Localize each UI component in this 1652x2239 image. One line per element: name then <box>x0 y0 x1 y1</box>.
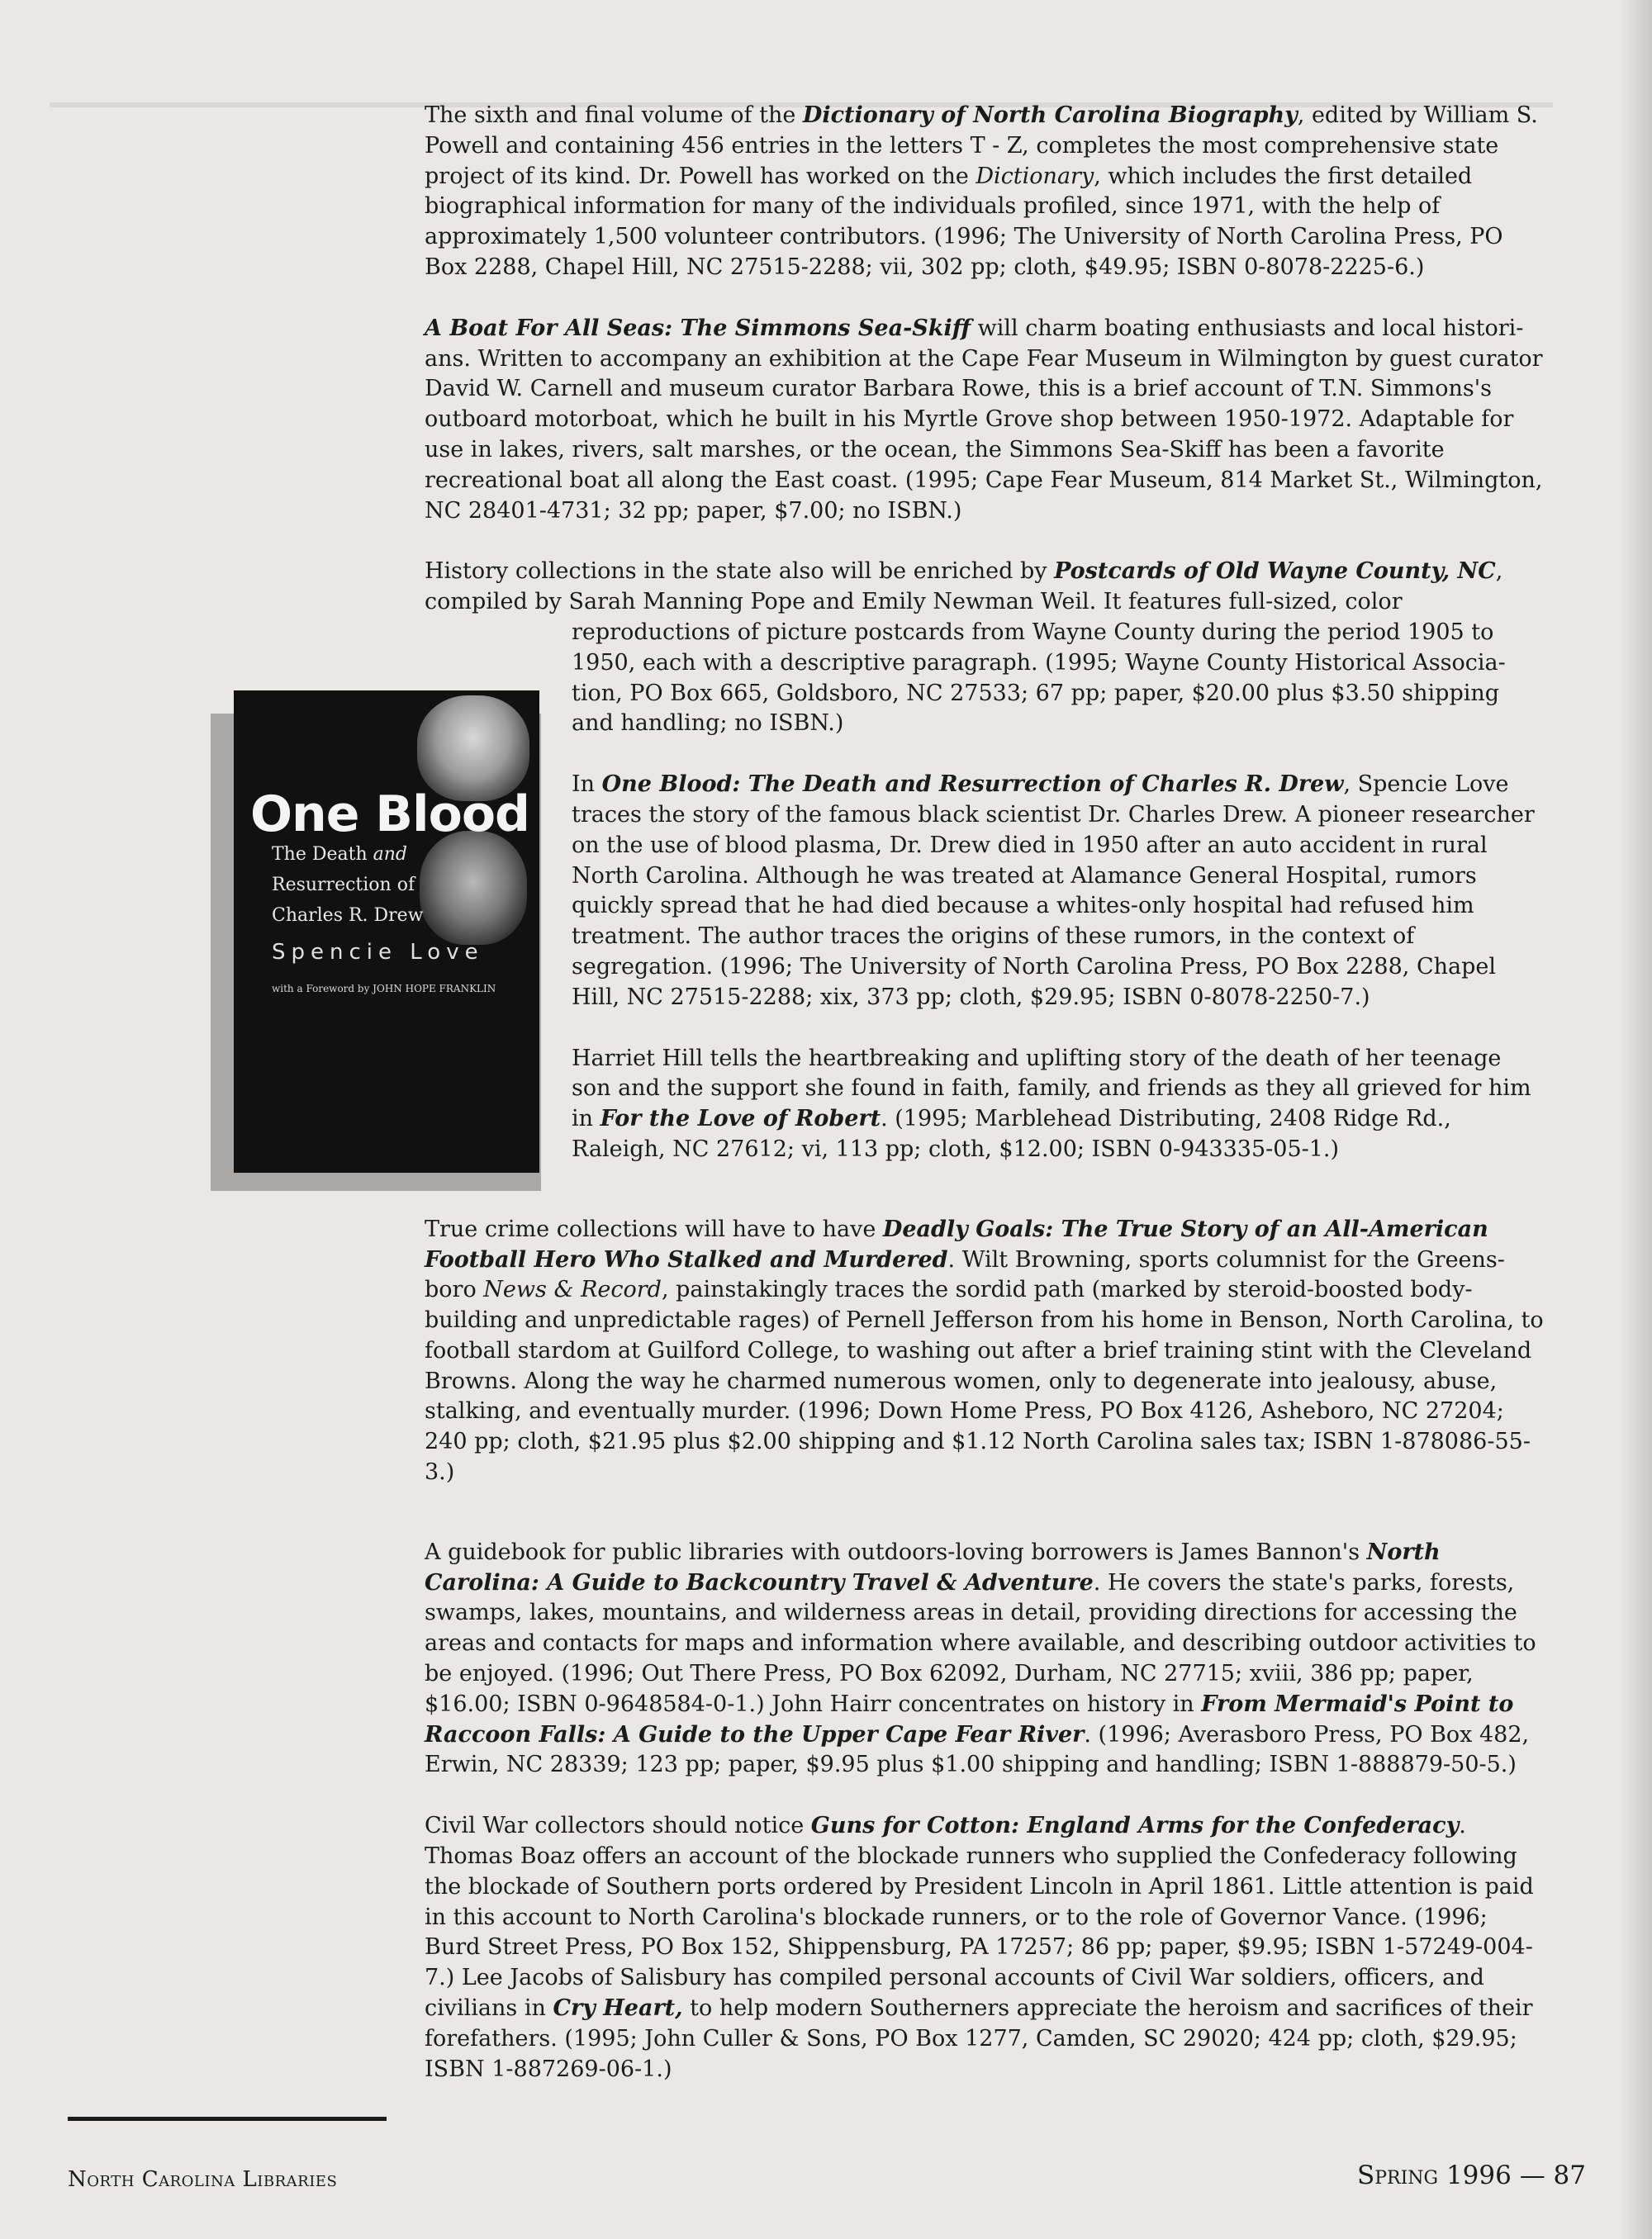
paragraph-dictionary-nc-biography: The sixth and final volume of the Dictionary of North Carolina Biography, edited by William S. Powell and containing 456 entries in the letters T - Z, completes the most comprehensive state project of its kind. Dr. Powell has worked on the Dictionary, which includes the first detailed biographical information for many of the individuals profiled, since 1971, with the help of approximately 1,500 volunteer contributors. (1996; The University of North Carolina Press, PO Box 2288, Chapel Hill, NC 27515-2288; vii, 302 pp; cloth, $49.95; ISBN 0-8078-2225-6.) <box>425 102 1538 280</box>
cover-subtitle: The Death and Resurrection of Charles R. Drew <box>272 844 424 926</box>
paragraph-love-of-robert: Harriet Hill tells the heartbreaking and uplifting story of the death of her teenage son and the support she found in faith, family, and friends as they all grieved for him in For the Love of Robert. (1995; Marblehead Distributing, 2408 Ridge Rd., Raleigh, NC 27612; vi, 113 pp; cloth, $12.00; ISBN 0-943335-05-1.) <box>572 1045 1531 1162</box>
book-title: Guns for Cotton: England Arms for the Confederacy <box>810 1813 1460 1839</box>
book-title: Postcards of Old Wayne County, NC <box>1054 558 1496 585</box>
issue-and-page-number: Spring 1996 — 87 <box>1356 2161 1586 2190</box>
article-column <box>425 101 1545 2115</box>
cover-title: One Blood <box>250 785 529 843</box>
page-edge-shadow <box>1619 0 1652 2239</box>
book-title: Deadly Goals: The True Story of an All-American Football Hero Who Stalked and Murdered <box>425 1216 1488 1273</box>
paragraph-guns-for-cotton: Civil War collectors should notice Guns for Cotton: England Arms for the Confederacy. Thomas Boaz offers an account of the blockade runners who supplied the Confederacy following the blockade of Southern ports ordered by President Lincoln in April 1861. Little attention is paid in this account to North Carolina's blockade runners, or to the role of Governor Vance. (1996; Burd Street Press, PO Box 152, Shippensburg, PA 17257; 86 pp; paper, $9.95; ISBN 1-57249-004-7.) Lee Jacobs of Salisbury has compiled personal accounts of Civil War soldiers, officers, and civilians in Cry Heart, to help modern Southerners appreciate the heroism and sacrifices of their forefathers. (1995; John Culler & Sons, PO Box 1277, Camden, SC 29020; 424 pp; cloth, $29.95; ISBN 1-887269-06-1.) <box>425 1813 1534 2082</box>
book-title: One Blood: The Death and Resurrection of Charles R. Drew <box>601 771 1344 798</box>
paragraph-one-blood: In One Blood: The Death and Resurrection of Charles R. Drew, Spencie Love traces the story of the famous black scientist Dr. Charles Drew. A pioneer researcher on the use of blood plasma, Dr. Drew died in 1950 after an auto accident in rural North Carolina. Although he was treated at Alamance General Hospital, rumors quickly spread that he had died because a whites-only hospital had refused him treatment. The author traces the origins of these rumors, in the context of segregation. (1996; The University of North Carolina Press, PO Box 2288, Chapel Hill, NC 27515-2288; xix, 373 pp; cloth, $29.95; ISBN 0-8078-2250-7.) <box>572 771 1535 1010</box>
book-cover-one-blood <box>234 690 539 1173</box>
book-title: From Mermaid's Point to Raccoon Falls: A Guide to the Upper Cape Fear River <box>425 1691 1514 1748</box>
cover-author: Spencie Love <box>272 940 484 965</box>
newspaper-title: News & Record <box>483 1277 662 1303</box>
paragraph-backcountry-travel: A guidebook for public libraries with outdoors-loving borrowers is James Bannon's North Carolina: A Guide to Backcountry Travel & Adventure. He covers the state's parks, forests, swamps, lakes, mountains, and wilderness areas in detail, providing directions for accessing the areas and contacts for maps and information where available, and describing outdoor activities to be enjoyed. (1996; Out There Press, PO Box 62092, Durham, NC 27715; xviii, 386 pp; paper, $16.00; ISBN 0-9648584-0-1.) John Hairr concentrates on history in From Mermaid's Point to Raccoon Falls: A Guide to the Upper Cape Fear River. (1996; Averasboro Press, PO Box 482, Erwin, NC 28339; 123 pp; paper, $9.95 plus $1.00 shipping and handling; ISBN 1-888879-50-5.) <box>425 1539 1536 1778</box>
book-title: For the Love of Robert <box>600 1106 881 1132</box>
journal-name: North Carolina Libraries <box>68 2167 338 2192</box>
cover-foreword: with a Foreword by JOHN HOPE FRANKLIN <box>272 983 496 994</box>
paragraph-boat-for-all-seas: A Boat For All Seas: The Simmons Sea-Skiff will charm boating enthusiasts and local historians. Written to accompany an exhibition at the Cape Fear Museum in Wilmington by guest curator David W. Carnell and museum curator Barbara Rowe, this is a brief account of T.N. Simmons's outboard motorboat, which he built in his Myrtle Grove shop between 1950-1972. Adaptable for use in lakes, rivers, salt marshes, or the ocean, the Simmons Sea-Skiff has been a favorite recreational boat all along the East coast. (1995; Cape Fear Museum, 814 Market St., Wilmington, NC 28401-4731; 32 pp; paper, $7.00; no ISBN.) <box>425 315 1543 524</box>
book-title: North Carolina: A Guide to Backcountry Travel & Adventure <box>425 1539 1441 1596</box>
book-title: A Boat For All Seas: The Simmons Sea-Skiff <box>425 315 971 341</box>
footer-rule <box>68 2117 387 2121</box>
paragraph-postcards-wayne-county: History collections in the state also will be enriched by Postcards of Old Wayne County, NC, compiled by Sarah Manning Pope and Emily Newman Weil. It features full-sized, color reproductions of picture postcards from Wayne County during the period 1905 to 1950, each with a descriptive paragraph. (1995; Wayne County Historical Association, PO Box 665, Goldsboro, NC 27533; 67 pp; paper, $20.00 plus $3.50 shipping and handling; no ISBN.) <box>425 558 1506 737</box>
book-title: Dictionary of North Carolina Biography <box>802 102 1298 128</box>
book-title: Dictionary <box>976 163 1094 189</box>
book-title: Cry Heart, <box>553 1995 683 2022</box>
paragraph-deadly-goals: True crime collections will have to have Deadly Goals: The True Story of an All-American Football Hero Who Stalked and Murdered. Wilt Browning, sports columnist for the Greensboro News & Record, painstakingly traces the sordid path (marked by steroid-boosted bodybuilding and unpredictable rages) of Pernell Jefferson from his home in Benson, North Carolina, to football stardom at Guilford College, to washing out after a brief training stint with the Cleveland Browns. Along the way he charmed numerous women, only to degenerate into jealousy, abuse, stalking, and eventually murder. (1996; Down Home Press, PO Box 4126, Asheboro, NC 27204; 240 pp; cloth, $21.95 plus $2.00 shipping and $1.12 North Carolina sales tax; ISBN 1-878086-55-3.) <box>425 1216 1544 1486</box>
